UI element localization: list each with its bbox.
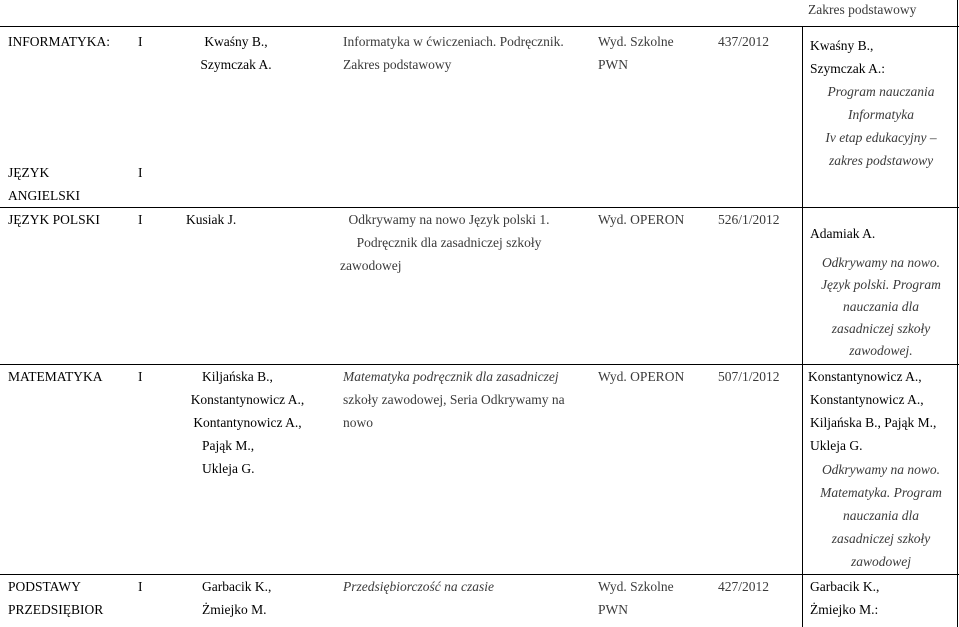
subject-text: ANGIELSKI <box>8 188 80 203</box>
program-text: Program nauczania <box>827 84 935 99</box>
author-text: Kusiak J. <box>186 212 237 227</box>
row-podstawy-number <box>718 575 769 598</box>
publisher-text: PWN <box>598 602 628 617</box>
top-note-text: Zakres podstawowy <box>808 2 917 17</box>
level-text: I <box>138 165 143 180</box>
row-matematyka-level <box>138 365 143 388</box>
program-author-text: Konstantynowicz A., <box>808 369 922 384</box>
title-text: Zakres podstawowy <box>343 57 452 72</box>
author-text: Ukleja G. <box>202 461 255 476</box>
row-informatyka-publisher <box>598 30 674 76</box>
program-author-text: Żmiejko M.: <box>810 602 879 617</box>
title-text: Podręcznik dla zasadniczej szkoły <box>356 235 542 250</box>
author-text: Kwaśny B., <box>204 34 268 49</box>
program-text: zasadniczej szkoły <box>831 321 931 336</box>
level-text: I <box>138 212 143 227</box>
approval-number: 507/1/2012 <box>718 369 780 384</box>
row-matematyka-title <box>343 365 565 434</box>
row-matematyka-authors <box>180 365 315 480</box>
subject-text: JĘZYK <box>8 165 50 180</box>
program-text: Odkrywamy na nowo. <box>821 462 941 477</box>
row-polski-program-authors <box>810 222 875 245</box>
row-informatyka-title <box>343 30 564 76</box>
title-text: Odkrywamy na nowo Język polski 1. <box>348 212 550 227</box>
program-text: nauczania dla <box>842 299 920 314</box>
row-matematyka-number <box>718 365 780 388</box>
author-text: Żmiejko M. <box>202 602 267 617</box>
subject-text: JĘZYK POLSKI <box>8 212 100 227</box>
program-author-text: Adamiak A. <box>810 226 876 241</box>
publisher-text: PWN <box>598 57 628 72</box>
level-text: I <box>138 369 143 384</box>
title-text: nowo <box>343 415 373 430</box>
row-polski-title <box>318 208 580 277</box>
subject-text: INFORMATYKA: <box>8 34 111 49</box>
row-informatyka-level <box>138 30 143 53</box>
program-text: zawodowej. <box>849 343 913 358</box>
row-polski-level <box>138 208 143 231</box>
row-polski-program <box>806 252 956 362</box>
row-podstawy-program-authors <box>810 575 879 621</box>
title-text: Matematyka podręcznik dla zasadniczej <box>343 369 559 384</box>
program-text: Język polski. Program <box>821 277 941 292</box>
program-text: Odkrywamy na nowo. <box>821 255 941 270</box>
row-informatyka-program <box>806 80 956 172</box>
approval-number: 427/2012 <box>718 579 770 594</box>
title-text: szkoły zawodowej, Seria Odkrywamy na <box>343 392 565 407</box>
approval-number: 437/2012 <box>718 34 770 49</box>
author-text: Kontantynowicz A., <box>193 415 302 430</box>
level-text: I <box>138 579 143 594</box>
subject-text: PODSTAWY <box>8 579 81 594</box>
program-text: nauczania dla <box>842 508 920 523</box>
program-author-text: Kwaśny B., <box>810 38 874 53</box>
approval-number: 526/1/2012 <box>718 212 780 227</box>
program-author-text: Ukleja G. <box>810 438 863 453</box>
top-note <box>808 0 916 21</box>
row-informatyka-number <box>718 30 769 53</box>
program-author-text: Konstantynowicz A., <box>810 392 924 407</box>
row-polski-publisher <box>598 208 684 231</box>
row-podstawy-authors <box>202 575 271 621</box>
title-text: zawodowej <box>340 258 402 273</box>
program-text: Informatyka <box>848 107 914 122</box>
row-informatyka-authors <box>186 30 286 76</box>
author-text: Garbacik K., <box>202 579 272 594</box>
title-text: Przedsiębiorczość na czasie <box>343 579 494 594</box>
row-matematyka-program <box>806 458 956 573</box>
row-informatyka-program-authors <box>810 34 885 80</box>
row-podstawy-title <box>343 575 494 598</box>
row-angielski-subject <box>8 161 80 207</box>
program-text: zakres podstawowy <box>828 153 934 168</box>
program-author-text: Kiljańska B., Pająk M., <box>810 415 937 430</box>
row-angielski-level <box>138 161 143 184</box>
publisher-text: Wyd. Szkolne <box>598 34 674 49</box>
row-polski-number <box>718 208 780 231</box>
author-text: Pająk M., <box>202 438 255 453</box>
program-text: zasadniczej szkoły <box>831 531 931 546</box>
subject-text: MATEMATYKA <box>8 369 103 384</box>
title-text: Informatyka w ćwiczeniach. Podręcznik. <box>343 34 564 49</box>
rule-top <box>0 26 959 27</box>
author-text: Szymczak A. <box>200 57 272 72</box>
row-matematyka-publisher <box>598 365 684 388</box>
subject-text: PRZEDSIĘBIOR <box>8 602 104 617</box>
row-matematyka-subject <box>8 365 103 388</box>
author-text: Kiljańska B., <box>202 369 273 384</box>
level-text: I <box>138 34 143 49</box>
row-podstawy-subject <box>8 575 103 621</box>
rule-program-column <box>802 26 803 627</box>
row-matematyka-program-authors <box>808 365 936 457</box>
publisher-text: Wyd. OPERON <box>598 212 685 227</box>
rule-right-edge <box>957 0 958 627</box>
row-polski-subject <box>8 208 100 231</box>
program-author-text: Szymczak A.: <box>810 61 885 76</box>
author-text: Konstantynowicz A., <box>190 392 305 407</box>
row-podstawy-publisher <box>598 575 674 621</box>
program-text: Matematyka. Program <box>820 485 942 500</box>
publisher-text: Wyd. Szkolne <box>598 579 674 594</box>
row-podstawy-level <box>138 575 143 598</box>
program-text: zawodowej <box>850 554 911 569</box>
row-informatyka-subject <box>8 30 110 53</box>
program-author-text: Garbacik K., <box>810 579 880 594</box>
program-text: Iv etap edukacyjny – <box>825 130 937 145</box>
publisher-text: Wyd. OPERON <box>598 369 685 384</box>
row-polski-authors <box>186 208 236 231</box>
